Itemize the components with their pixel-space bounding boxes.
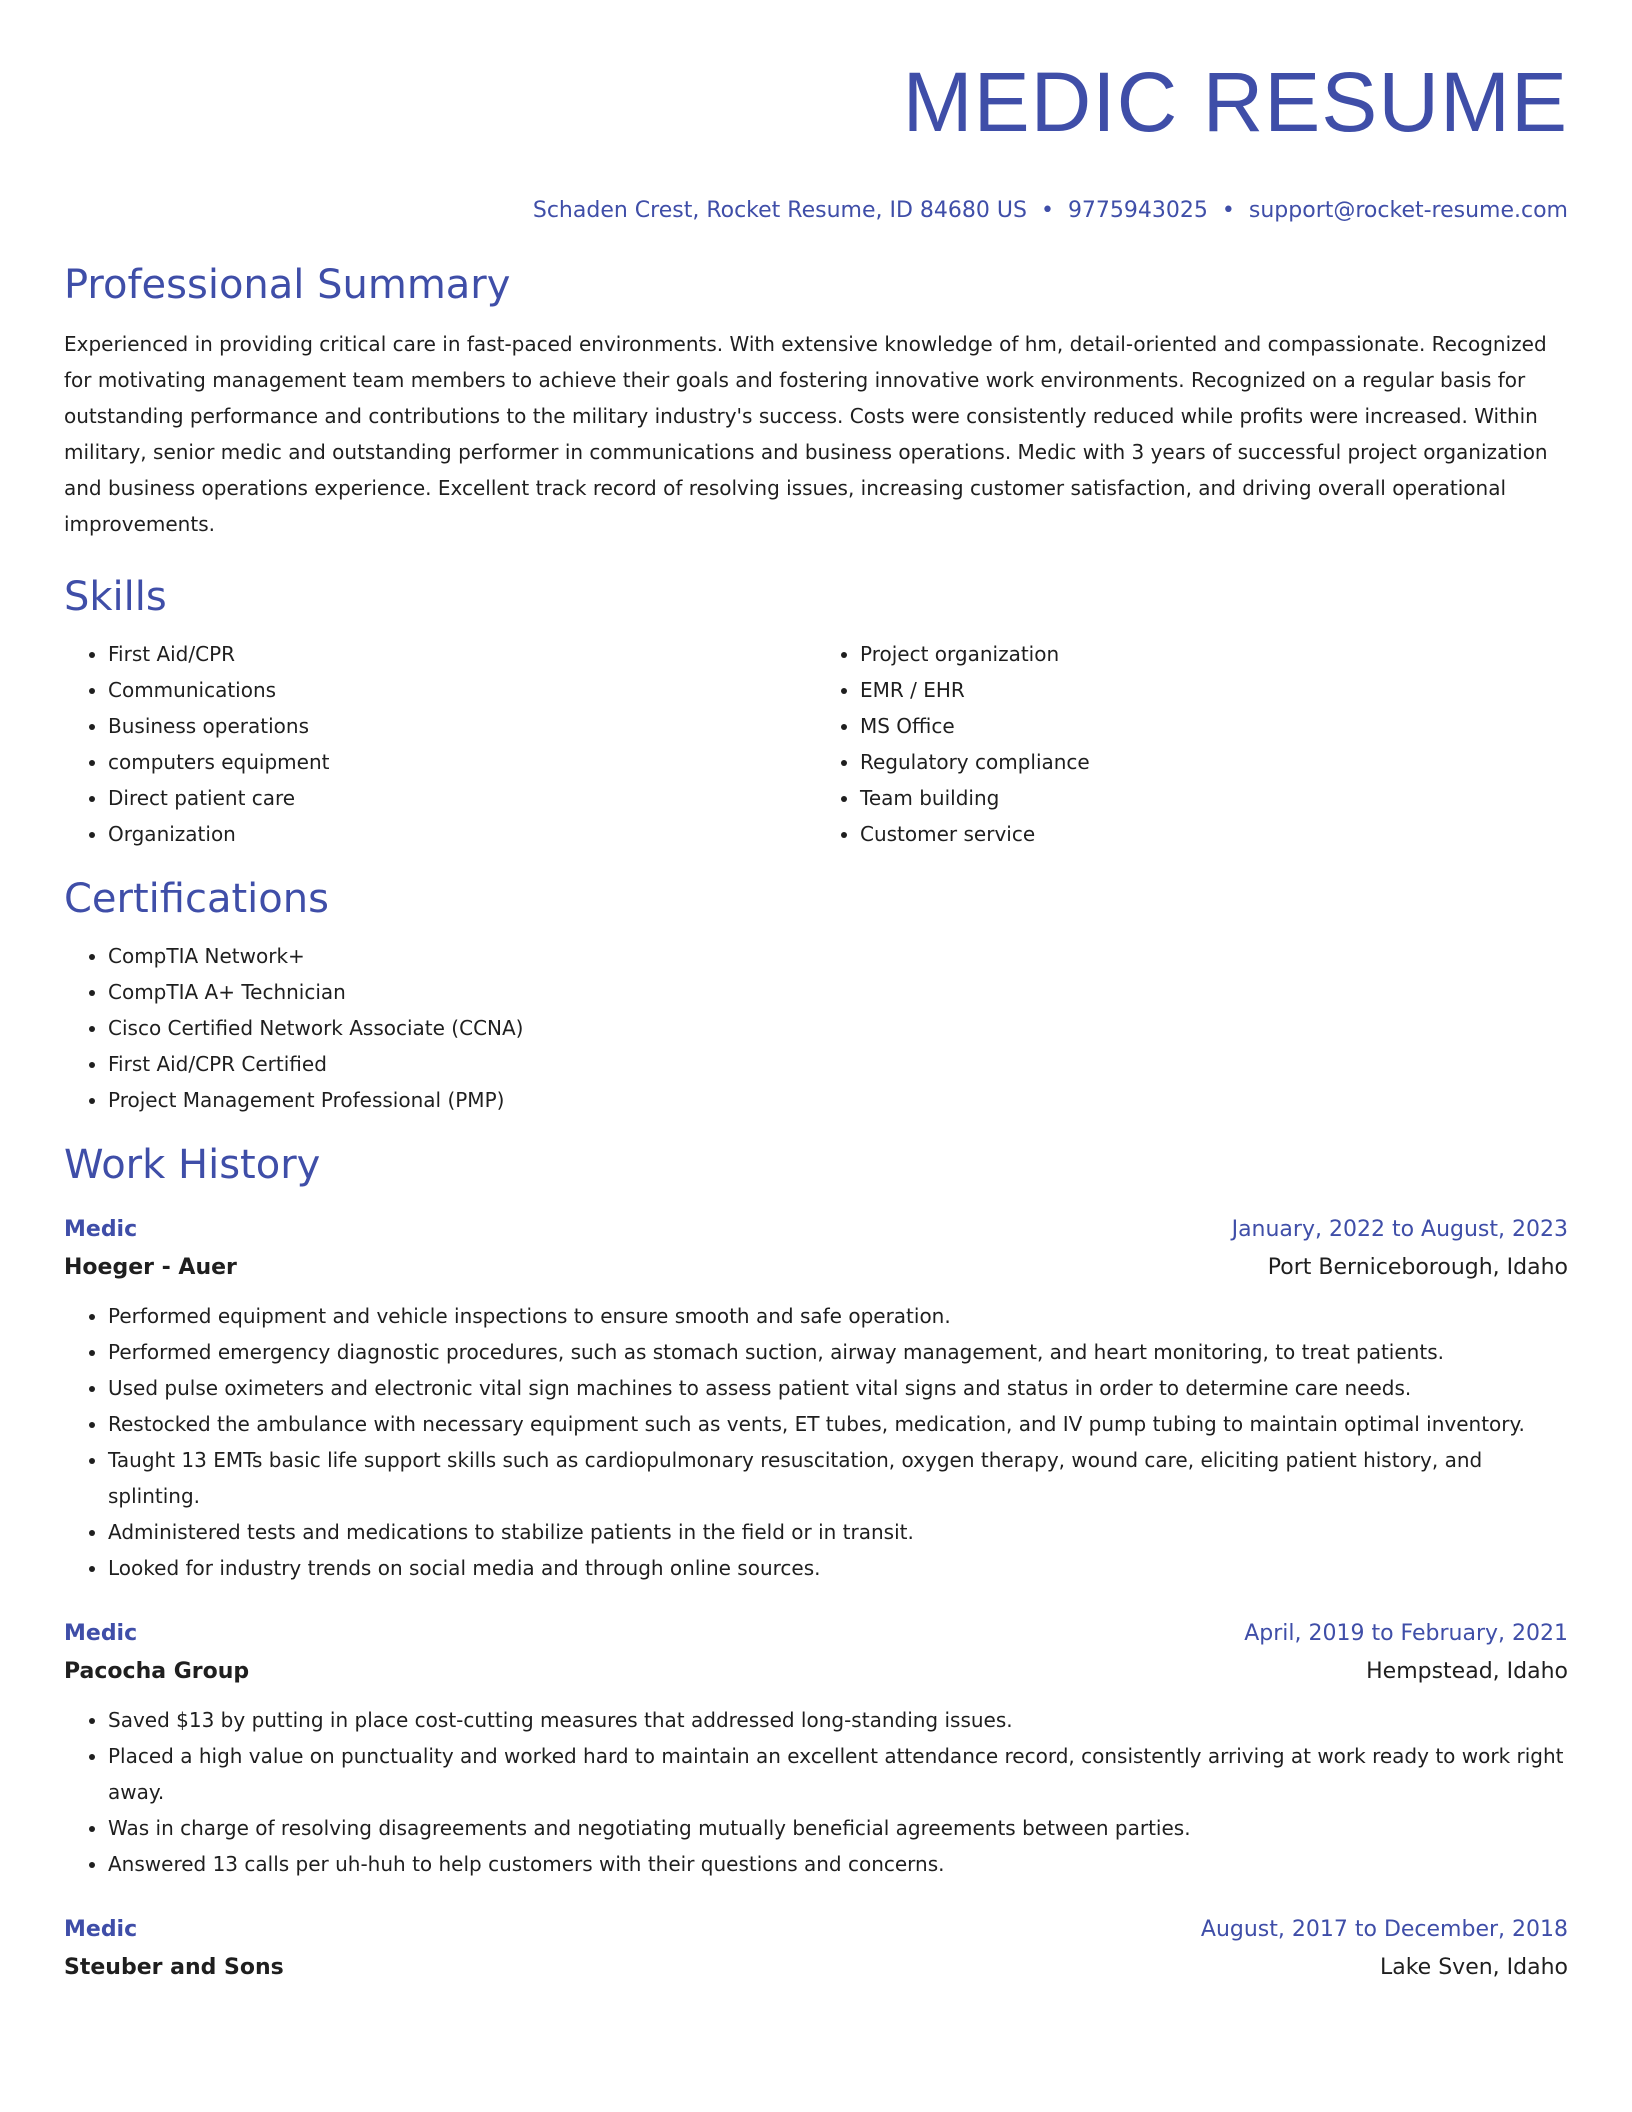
skills-section xyxy=(64,572,1568,852)
job-entry xyxy=(64,1212,1568,1586)
resume-header xyxy=(64,0,1568,226)
list-item: • Answered 13 calls per uh-huh to help customers with their questions and concerns. xyxy=(108,1846,1568,1882)
list-item: • Business operations xyxy=(108,708,816,744)
list-item: • First Aid/CPR Certified xyxy=(108,1046,1568,1082)
list-item: • Cisco Certified Network Associate (CCNA) xyxy=(108,1010,1568,1046)
summary-heading: Professional Summary xyxy=(64,262,511,308)
job-company: Hoeger - Auer xyxy=(64,1255,237,1280)
job-bullets xyxy=(64,1298,1568,1586)
list-item: • MS Office xyxy=(860,708,1568,744)
job-bullets xyxy=(64,1702,1568,1882)
certifications-heading: Certifications xyxy=(64,876,329,922)
job-title: Medic xyxy=(64,1217,138,1242)
job-company: Steuber and Sons xyxy=(64,1955,284,1980)
contact-address: Schaden Crest, Rocket Resume, ID 84680 US xyxy=(532,198,1027,223)
list-item: • CompTIA A+ Technician xyxy=(108,974,1568,1010)
list-item: • Was in charge of resolving disagreements and negotiating mutually beneficial agreements between parties. xyxy=(108,1810,1568,1846)
list-item: • First Aid/CPR xyxy=(108,636,816,672)
list-item: • Placed a high value on punctuality and worked hard to maintain an excellent attendance record, consistently arriving at work ready to work right away. xyxy=(108,1738,1568,1810)
job-entry xyxy=(64,1912,1568,1988)
summary-section xyxy=(64,260,1568,542)
list-item: • Taught 13 EMTs basic life support skills such as cardiopulmonary resuscitation, oxygen therapy, wound care, eliciting patient history, and splinting. xyxy=(108,1442,1568,1514)
list-item: • Performed equipment and vehicle inspections to ensure smooth and safe operation. xyxy=(108,1298,1568,1334)
job-title: Medic xyxy=(64,1621,138,1646)
resume-name: MEDIC RESUME xyxy=(902,55,1568,149)
list-item: • Communications xyxy=(108,672,816,708)
contact-separator: • xyxy=(1221,198,1235,223)
list-item: • Used pulse oximeters and electronic vital sign machines to assess patient vital signs and status in order to determine care needs. xyxy=(108,1370,1568,1406)
job-location: Hempstead, Idaho xyxy=(1366,1659,1568,1684)
list-item: • Project organization xyxy=(860,636,1568,672)
skills-heading: Skills xyxy=(64,574,167,620)
job-dates: January, 2022 to August, 2023 xyxy=(1231,1217,1568,1242)
contact-line xyxy=(64,196,1568,226)
list-item: • Administered tests and medications to stabilize patients in the field or in transit. xyxy=(108,1514,1568,1550)
contact-email: support@rocket-resume.com xyxy=(1248,198,1568,223)
job-dates: August, 2017 to December, 2018 xyxy=(1200,1917,1568,1942)
list-item: • Performed emergency diagnostic procedures, such as stomach suction, airway management, and heart monitoring, to treat patients. xyxy=(108,1334,1568,1370)
work-history-section xyxy=(64,1140,1568,1988)
skills-columns xyxy=(64,636,1568,852)
work-history-heading: Work History xyxy=(64,1142,321,1188)
job-title: Medic xyxy=(64,1917,138,1942)
certifications-list xyxy=(64,938,1568,1118)
list-item: • Team building xyxy=(860,780,1568,816)
contact-separator: • xyxy=(1040,198,1054,223)
list-item: • Project Management Professional (PMP) xyxy=(108,1082,1568,1118)
job-location: Lake Sven, Idaho xyxy=(1379,1955,1568,1980)
list-item: • Looked for industry trends on social media and through online sources. xyxy=(108,1550,1568,1586)
list-item: • Customer service xyxy=(860,816,1568,852)
contact-phone: 9775943025 xyxy=(1067,198,1208,223)
list-item: • Direct patient care xyxy=(108,780,816,816)
job-company: Pacocha Group xyxy=(64,1659,250,1684)
job-dates: April, 2019 to February, 2021 xyxy=(1244,1621,1568,1646)
list-item: • Saved $13 by putting in place cost-cutting measures that addressed long-standing issues. xyxy=(108,1702,1568,1738)
job-location: Port Berniceborough, Idaho xyxy=(1267,1255,1568,1280)
list-item: • CompTIA Network+ xyxy=(108,938,1568,974)
skills-list-left xyxy=(64,636,816,852)
list-item: • Organization xyxy=(108,816,816,852)
list-item: • Regulatory compliance xyxy=(860,744,1568,780)
summary-text: Experienced in providing critical care in fast-paced environments. With extensive knowledge of hm, detail-oriented and compassionate. Recognized for motivating management team members to achieve their goals and fostering innovative work environments. Recognized on a regular basis for outstanding performance and contributions to the military industry's success. Costs were consistently reduced while profits were increased. Within military, senior medic and outstanding performer in communications and business operations. Medic with 3 years of successful project organization and business operations experience. Excellent track record of resolving issues, increasing customer satisfaction, and driving overall operational improvements. xyxy=(64,332,1548,536)
job-entry xyxy=(64,1616,1568,1882)
list-item: • computers equipment xyxy=(108,744,816,780)
list-item: • EMR / EHR xyxy=(860,672,1568,708)
list-item: • Restocked the ambulance with necessary equipment such as vents, ET tubes, medication, and IV pump tubing to maintain optimal inventory. xyxy=(108,1406,1568,1442)
skills-list-right xyxy=(816,636,1568,852)
certifications-section xyxy=(64,874,1568,1118)
